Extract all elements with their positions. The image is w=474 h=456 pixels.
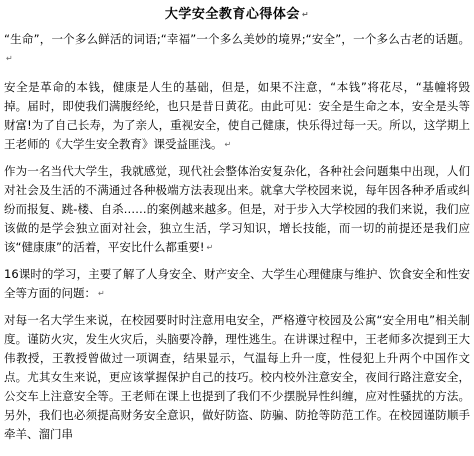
paragraph-intro <box>4 30 470 68</box>
paragraph-course-topics <box>4 265 470 303</box>
paragraph-safety-details <box>4 311 470 444</box>
paragraph-text: “生命”，一个多么鲜活的词语;“幸福”一个多么美妙的境界;“安全”，一个多么古老的话题。 <box>4 32 470 46</box>
paragraph-mark-icon: ↵ <box>301 10 310 19</box>
paragraph-mark-icon: ↵ <box>6 54 13 63</box>
paragraph-text: 安全是革命的本钱，健康是人生的基础，但是，如果不注意，“本钱”将花尽，“基幢将毁掉。届时，即使我们满腹经纶，也只是昔日黄花。由此可见：安全是生命之本，安全是头等财富!为了自己长寿，为了亲人，重视安全，使自己健康，快乐得过每一天。所以，这学期上王老师的《大学生安全教育》课受益匪浅。 <box>4 80 470 151</box>
paragraph-mark-icon: ↵ <box>224 140 232 149</box>
document-title <box>4 6 470 24</box>
paragraph-text: 16课时的学习，主要了解了人身安全、财产安全、大学生心理健康与维护、饮食安全和性安全等方面的问题： <box>4 267 470 300</box>
paragraph-text: 对每一名大学生来说，在校园要时时注意用电安全，严格遵守校园及公寓“安全用电”相关制度。谨防火灾，发生火灾后，头脑要冷静，理性逃生。在讲课过程中，王老师多次提到王大伟教授，王教授曾做过一项调查，结果显示，气温每上升一度，性侵犯上升两个中国作文点。尤其女生来说，更应该掌握保护自己的技巧。校内校外注意安全，夜间行路注意安全，公交车上注意安全等。王老师在课上也提到了我们不少摆脱异性纠缠，应对性骚扰的方法。另外，我们也必须提高财务安全意识，做好防盗、防骗、防抢等防范工作。在校园谨防顺手牵羊、溜门串 <box>4 313 470 441</box>
paragraph-text: 作为一名当代大学生，我就感觉，现代社会整体治安复杂化，各种社会问题集中出现，人们对社会及生活的不满通过各种极端方法表现出来。就拿大学校园来说，每年因各种矛盾或纠纷而报复、跳-楼、自杀……的案例越来越多。但是，对于步入大学校园的我们来说，我们应该做的是学会独立面对社会，独立生活，学习知识，增长技能，而一切的前提还是我们应该“健康康”的活着，平安比什么都重要! <box>4 164 470 254</box>
paragraph-safety-foundation <box>4 78 470 154</box>
paragraph-mark-icon: ↵ <box>206 243 214 252</box>
paragraph-mark-icon: ↵ <box>98 289 105 298</box>
document-title-text: 大学安全教育心得体会 <box>164 7 300 22</box>
paragraph-student-perspective <box>4 162 470 257</box>
